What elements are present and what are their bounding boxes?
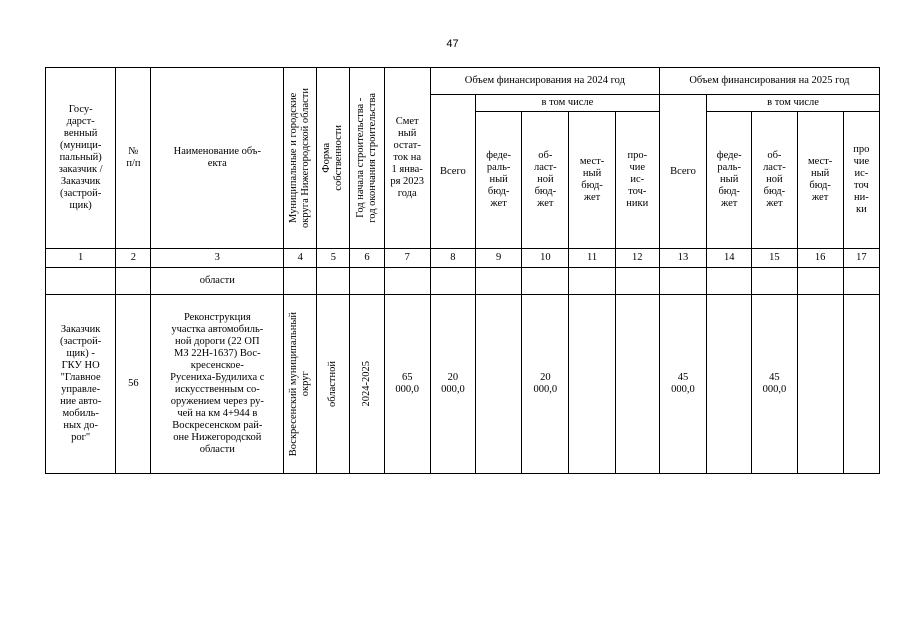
row-customer: Заказчик (застрой- щик) - ГКУ НО "Главное управле- ние авто- мобиль- ных до- рог" bbox=[46, 295, 116, 474]
column-number: 13 bbox=[659, 249, 706, 268]
row-num: 56 bbox=[116, 295, 151, 474]
column-number: 10 bbox=[522, 249, 569, 268]
row-other-2025 bbox=[843, 295, 879, 474]
header-including-2025: в том числе bbox=[707, 95, 880, 112]
row-estimate: 65 000,0 bbox=[384, 295, 430, 474]
header-estimate: Смет ный остат- ток на 1 янва- ря 2023 года bbox=[384, 68, 430, 249]
column-number: 11 bbox=[569, 249, 615, 268]
header-federal-2025: феде- раль- ный бюд- жет bbox=[707, 112, 752, 249]
header-municipality: Муниципальные и городские округа Нижегородской области bbox=[284, 68, 317, 249]
column-number: 17 bbox=[843, 249, 879, 268]
row-total-2025: 45 000,0 bbox=[659, 295, 706, 474]
column-number: 7 bbox=[384, 249, 430, 268]
table-row bbox=[46, 295, 880, 474]
page-number: 47 bbox=[446, 38, 459, 50]
column-number: 5 bbox=[317, 249, 350, 268]
header-years: Год начала строительства - год окончания строительства bbox=[350, 68, 384, 249]
row-municipality: Воскресенский муниципальный округ bbox=[284, 295, 317, 474]
header-fin-2025: Объем финансирования на 2025 год bbox=[659, 68, 879, 95]
column-number: 14 bbox=[707, 249, 752, 268]
header-ownership: Форма собственности bbox=[317, 68, 350, 249]
header-including-2024: в том числе bbox=[476, 95, 660, 112]
header-total-2025: Всего bbox=[659, 95, 706, 249]
column-number: 2 bbox=[116, 249, 151, 268]
row-years: 2024-2025 bbox=[350, 295, 384, 474]
header-other-2024: про- чие ис- точ- ники bbox=[615, 112, 659, 249]
header-local-2024: мест- ный бюд- жет bbox=[569, 112, 615, 249]
column-number: 8 bbox=[430, 249, 475, 268]
header-fin-2024: Объем финансирования на 2024 год bbox=[430, 68, 659, 95]
continuation-object-name: области bbox=[151, 268, 284, 295]
row-total-2024: 20 000,0 bbox=[430, 295, 475, 474]
column-number: 15 bbox=[752, 249, 797, 268]
row-local-2025 bbox=[797, 295, 843, 474]
row-regional-2024: 20 000,0 bbox=[522, 295, 569, 474]
financing-table bbox=[45, 67, 880, 474]
column-numbers-row bbox=[46, 249, 880, 268]
row-federal-2025 bbox=[707, 295, 752, 474]
column-number: 16 bbox=[797, 249, 843, 268]
column-number: 9 bbox=[476, 249, 522, 268]
header-customer: Госу- дарст- венный (муници- пальный) заказчик / Заказчик (застрой- щик) bbox=[46, 68, 116, 249]
row-other-2024 bbox=[615, 295, 659, 474]
column-number: 4 bbox=[284, 249, 317, 268]
row-federal-2024 bbox=[476, 295, 522, 474]
header-regional-2024: об- ласт- ной бюд- жет bbox=[522, 112, 569, 249]
header-federal-2024: феде- раль- ный бюд- жет bbox=[476, 112, 522, 249]
header-local-2025: мест- ный бюд- жет bbox=[797, 112, 843, 249]
header-total-2024: Всего bbox=[430, 95, 475, 249]
row-regional-2025: 45 000,0 bbox=[752, 295, 797, 474]
header-num: № п/п bbox=[116, 68, 151, 249]
header-regional-2025: об- ласт- ной бюд- жет bbox=[752, 112, 797, 249]
continuation-row bbox=[46, 268, 880, 295]
header-object-name: Наименование объ- екта bbox=[151, 68, 284, 249]
header-other-2025: про чие ис- точ ни- ки bbox=[843, 112, 879, 249]
column-number: 1 bbox=[46, 249, 116, 268]
row-object-name: Реконструкция участка автомобиль- ной дороги (22 ОП МЗ 22Н-1637) Вос- кресенское- Русениха-Будилиха с искусственным со- оружением через ру- чей на км 4+944 в Воскресенском рай- оне Нижегородской области bbox=[151, 295, 284, 474]
row-local-2024 bbox=[569, 295, 615, 474]
column-number: 6 bbox=[350, 249, 384, 268]
column-number: 3 bbox=[151, 249, 284, 268]
row-ownership: областной bbox=[317, 295, 350, 474]
column-number: 12 bbox=[615, 249, 659, 268]
